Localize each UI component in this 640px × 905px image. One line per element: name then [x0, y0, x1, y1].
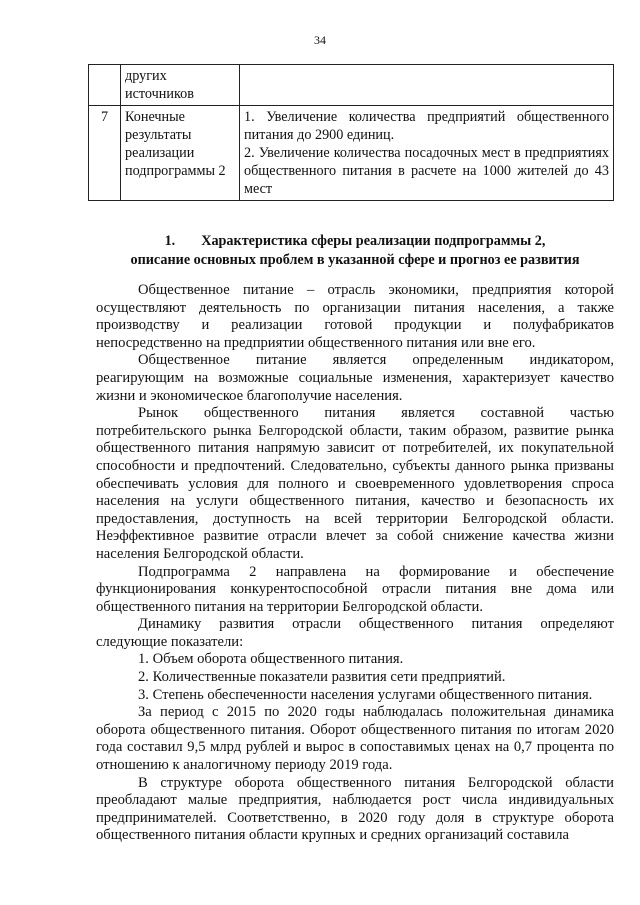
paragraph: За период с 2015 по 2020 годы наблюдалась положительная динамика оборота общественного питания. Оборот общественного питания по итогам 2020 года составил 9,5 млрд рублей и вырос в сопоставимых ценах на 0,7 процента по отношению к аналогичному периоду 2019 года.	[96, 704, 614, 774]
paragraph: В структуре оборота общественного питания Белгородской области преобладают малые предприятия, наблюдается рост числа индивидуальных предпринимателей. Соответственно, в 2020 году доля в структуре оборота общественного питания области крупных и средних организаций составила	[96, 774, 614, 844]
row-name: Конечные результаты реализации подпрограммы 2	[121, 106, 240, 201]
table-row	[89, 65, 614, 106]
paragraph: Динамику развития отрасли общественного питания определяют следующие показатели:	[96, 616, 614, 650]
result-item: 1. Увеличение количества предприятий общественного питания до 2900 единиц.	[244, 109, 609, 143]
section-number: 1.	[164, 233, 176, 249]
table-row	[89, 106, 614, 201]
row-number	[89, 65, 121, 106]
subprogram-passport-table	[88, 64, 614, 201]
row-value	[240, 106, 614, 201]
result-item: 2. Увеличение количества посадочных мест в предприятиях общественного питания в расчете на 1000 жителей до 43 мест	[244, 145, 609, 197]
indicator-item: 1. Объем оборота общественного питания.	[138, 651, 404, 668]
body-text	[96, 282, 614, 845]
row-value	[240, 65, 614, 106]
page-number: 34	[314, 33, 326, 47]
row-number: 7	[89, 106, 121, 201]
paragraph: Подпрограмма 2 направлена на формирование и обеспечение функционирования конкурентоспособной отрасли питания вне дома или общественного питания на территории Белгородской области.	[96, 563, 614, 615]
section-title-line1: Характеристика сферы реализации подпрограммы 2,	[201, 233, 546, 249]
paragraph: Общественное питание – отрасль экономики, предприятия которой осуществляют деятельность по организации питания населения, а также производству и реализации готовой продукции и полуфабрикатов непосредственно на предприятии общественного питания или вне его.	[96, 282, 614, 351]
paragraph: Общественное питание является определенным индикатором, реагирующим на возможные социальные изменения, характеризует качество жизни и экономическое благополучие населения.	[96, 352, 614, 404]
row-name: других источников	[121, 65, 240, 106]
indicator-item: 2. Количественные показатели развития сети предприятий.	[138, 669, 506, 686]
indicator-item: 3. Степень обеспеченности населения услугами общественного питания.	[138, 686, 593, 703]
section-heading	[96, 232, 614, 270]
paragraph: Рынок общественного питания является составной частью потребительского рынка Белгородской области, таким образом, развитие рынка общественного питания напрямую зависит от потребителей, их покупательной способности и предпочтений. Следовательно, субъекты данного рынка призваны обеспечивать условия для полного и своевременного удовлетворения спроса населения на услуги общественного питания, качество и безопасность их предоставления, доступность на всей территории Белгородской области. Неэффективное развитие отрасли влечет за собой снижение качества жизни населения Белгородской области.	[96, 405, 614, 562]
section-title-line2: описание основных проблем в указанной сфере и прогноз ее развития	[130, 252, 580, 268]
